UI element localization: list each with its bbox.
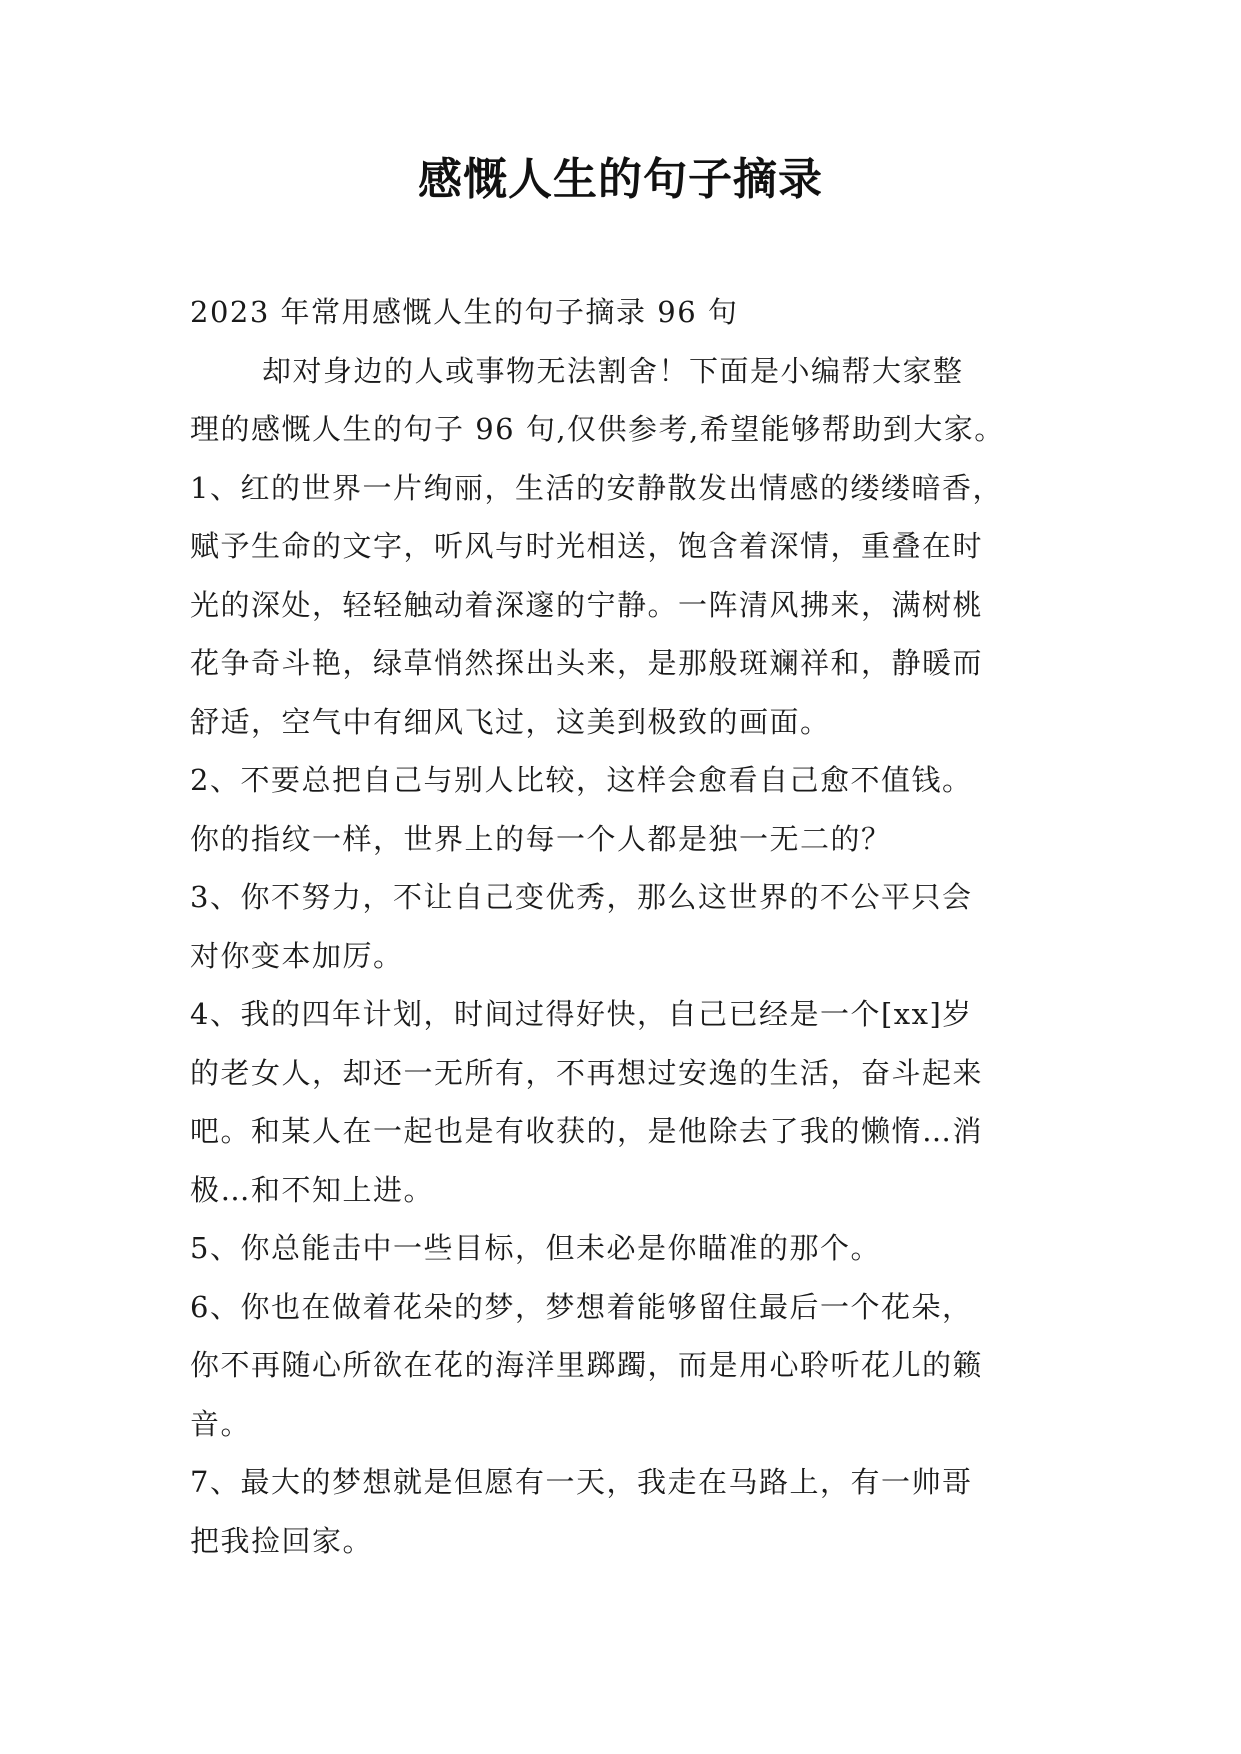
text-line: 1、红的世界一片绚丽，生活的安静散发出情感的缕缕暗香， <box>190 470 1003 505</box>
text-line: 花争奇斗艳，绿草悄然探出头来，是那般斑斓祥和，静暖而 <box>190 646 984 680</box>
text-line: 5、你总能击中一些目标，但未必是你瞄准的那个。 <box>190 1231 881 1265</box>
text-line: 把我捡回家。 <box>190 1523 374 1558</box>
text-line: 你不再随心所欲在花的海洋里踯躅，而是用心聆听花儿的籁 <box>190 1348 984 1382</box>
text-line: 你的指纹一样，世界上的每一个人都是独一无二的？ <box>190 821 892 856</box>
text-line: 对你变本加厉。 <box>190 938 404 973</box>
text-line: 理的感慨人生的句子 96 句,仅供参考,希望能够帮助到大家。 <box>190 412 1005 446</box>
document-title: 感慨人生的句子摘录 <box>418 154 823 205</box>
text-line: 2023 年常用感慨人生的句子摘录 96 句 <box>190 295 739 329</box>
text-line: 6、你也在做着花朵的梦，梦想着能够留住最后一个花朵， <box>190 1289 973 1324</box>
text-line: 2、不要总把自己与别人比较，这样会愈看自己愈不值钱。 <box>190 763 973 797</box>
document-body <box>190 283 1070 1570</box>
text-line: 极…和不知上进。 <box>190 1172 435 1207</box>
text-line: 音。 <box>190 1406 252 1441</box>
text-line: 光的深处，轻轻触动着深邃的宁静。一阵清风拂来，满树桃 <box>190 587 984 622</box>
text-line: 3、你不努力，不让自己变优秀，那么这世界的不公平只会 <box>190 880 973 914</box>
text-line: 赋予生命的文字，听风与时光相送，饱含着深情，重叠在时 <box>190 529 984 563</box>
text-line: 7、最大的梦想就是但愿有一天，我走在马路上，有一帅哥 <box>190 1465 973 1499</box>
text-line: 的老女人，却还一无所有，不再想过安逸的生活，奋斗起来 <box>190 1055 984 1090</box>
text-line: 却对身边的人或事物无法割舍！下面是小编帮大家整 <box>262 353 964 388</box>
text-line: 4、我的四年计划，时间过得好快，自己已经是一个[xx]岁 <box>190 997 973 1031</box>
text-line: 吧。和某人在一起也是有收获的，是他除去了我的懒惰…消 <box>190 1114 984 1148</box>
text-line: 舒适，空气中有细风飞过，这美到极致的画面。 <box>190 704 831 739</box>
